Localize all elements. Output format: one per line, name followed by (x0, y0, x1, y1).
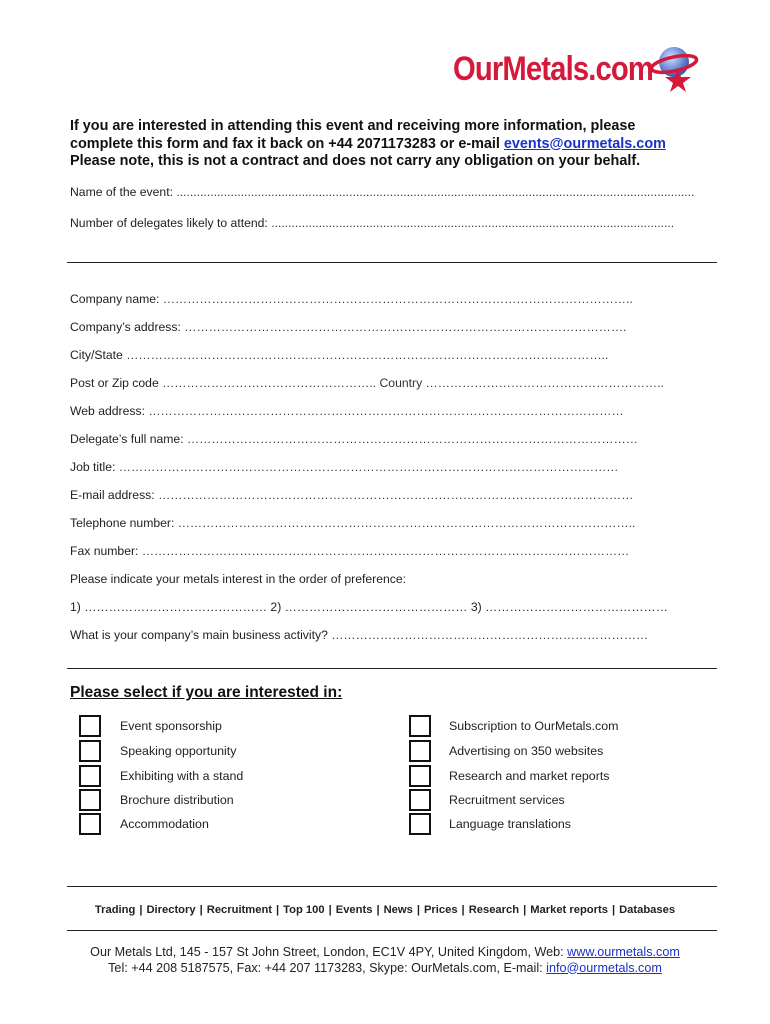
field-label: Number of delegates likely to attend: (70, 216, 272, 230)
option-label: Advertising on 350 websites (449, 744, 604, 758)
checkbox-accommodation[interactable] (79, 813, 101, 835)
company-name-field[interactable] (70, 292, 633, 306)
nav-link-events[interactable]: Events (335, 904, 373, 916)
divider (67, 668, 717, 669)
nav-separator: | (376, 904, 380, 916)
checkbox-language-translations[interactable] (409, 813, 431, 835)
checkbox[interactable] (79, 715, 101, 737)
metals-preference-field[interactable]: 1) ……………………………………… 2) ……………………………………… 3) ……………………………………… (70, 600, 668, 614)
field-dots: …………………………………………………………………… (331, 628, 649, 642)
nav-link-prices[interactable]: Prices (423, 904, 458, 916)
footer-nav (0, 904, 770, 916)
divider (67, 886, 717, 887)
option-label: Language translations (449, 817, 571, 831)
field-dots: ……………………………………………………………………………………………………….. (126, 348, 609, 362)
globe-with-star-icon (648, 42, 700, 94)
nav-separator: | (461, 904, 465, 916)
delegate-name-field[interactable] (70, 432, 638, 446)
checkbox[interactable] (79, 813, 101, 835)
checkbox-recruitment-services[interactable] (409, 789, 431, 811)
company-address-text: Our Metals Ltd, 145 - 157 St John Street, London, EC1V 4PY, United Kingdom, Web: (90, 945, 568, 959)
nav-separator: | (276, 904, 280, 916)
field-label: Post or Zip code (70, 376, 163, 390)
checkbox-research-reports[interactable] (409, 765, 431, 787)
option-label: Research and market reports (449, 769, 610, 783)
field-label: Telephone number: (70, 516, 178, 530)
field-dots: ………………………………………………………………………………………………….. (177, 516, 636, 530)
nav-separator: | (523, 904, 527, 916)
checkbox[interactable] (409, 740, 431, 762)
field-label: Delegate’s full name: (70, 432, 187, 446)
option-label: Accommodation (120, 817, 209, 831)
field-label: Web address: (70, 404, 149, 418)
field-label: City/State (70, 348, 127, 362)
field-label: Company name: (70, 292, 163, 306)
zip-country-field[interactable] (70, 376, 664, 390)
telephone-field[interactable] (70, 516, 635, 530)
nav-link-market-reports[interactable]: Market reports (530, 904, 608, 916)
brand-logo (453, 52, 686, 86)
nav-link-recruitment[interactable]: Recruitment (206, 904, 273, 916)
nav-link-research[interactable]: Research (468, 904, 520, 916)
field-label: Job title: (70, 460, 119, 474)
info-email-link[interactable]: info@ourmetals.com (546, 960, 662, 975)
checkbox-advertising[interactable] (409, 740, 431, 762)
interest-section-title: Please select if you are interested in: (70, 684, 343, 701)
nav-separator: | (139, 904, 143, 916)
nav-separator: | (416, 904, 420, 916)
nav-link-trading[interactable]: Trading (94, 904, 136, 916)
nav-separator: | (611, 904, 616, 916)
business-activity-field[interactable] (70, 628, 648, 642)
metals-prompt: Please indicate your metals interest in the order of preference: (70, 572, 407, 586)
field-dots: ......................................................................................................................................................... (176, 185, 695, 199)
checkbox[interactable] (409, 789, 431, 811)
divider (67, 262, 717, 263)
option-label: Exhibiting with a stand (120, 769, 244, 783)
field-label: Company’s address: (70, 320, 185, 334)
field-dots: ………………………………………………………………………………………………. (184, 320, 627, 334)
checkbox[interactable] (79, 765, 101, 787)
city-state-field[interactable] (70, 348, 608, 362)
footer-line-2 (0, 961, 770, 977)
company-address-field[interactable] (70, 320, 626, 334)
checkbox[interactable] (79, 789, 101, 811)
nav-link-databases[interactable]: Databases (619, 904, 676, 916)
nav-link-directory[interactable]: Directory (146, 904, 196, 916)
field-dots: ……………………………………………………………………………………………………… (158, 488, 634, 502)
fax-field[interactable] (70, 544, 629, 558)
checkbox-brochure-distribution[interactable] (79, 789, 101, 811)
field-label: Name of the event: (70, 185, 177, 199)
field-label: Fax number: (70, 544, 142, 558)
field-dots: ....................................................................................................................... (271, 216, 675, 230)
intro-fax-text: complete this form and fax it back on +44 2071173283 or e-mail (70, 135, 504, 152)
events-email-link[interactable]: events@ourmetals.com (503, 135, 666, 152)
checkbox-exhibiting-stand[interactable] (79, 765, 101, 787)
event-name-field[interactable] (70, 185, 694, 199)
intro-line-3: Please note, this is not a contract and does not carry any obligation on your behalf. (70, 153, 641, 169)
field-dots: ………………………………………………………………………………………………………… (141, 544, 630, 558)
nav-link-top-100[interactable]: Top 100 (283, 904, 325, 916)
checkbox[interactable] (409, 715, 431, 737)
job-title-field[interactable] (70, 460, 618, 474)
option-label: Event sponsorship (120, 719, 222, 733)
email-address-field[interactable] (70, 488, 633, 502)
option-label: Recruitment services (449, 793, 565, 807)
nav-link-news[interactable]: News (383, 904, 413, 916)
checkbox[interactable] (409, 765, 431, 787)
divider (67, 930, 717, 931)
field-dots: …………………………………………….. Country ………………………………………………….. (162, 376, 664, 390)
nav-separator: | (328, 904, 332, 916)
option-label: Speaking opportunity (120, 744, 237, 758)
checkbox[interactable] (409, 813, 431, 835)
field-dots: …………………………………………………………………………………………………………… (118, 460, 619, 474)
web-address-field[interactable] (70, 404, 624, 418)
field-dots: …………………………………………………………………………………………………….. (162, 292, 633, 306)
intro-line-2 (70, 136, 730, 154)
option-label: Subscription to OurMetals.com (449, 719, 619, 733)
checkbox[interactable] (79, 740, 101, 762)
brand-name: OurMetals.com (453, 50, 654, 88)
option-label: Brochure distribution (120, 793, 234, 807)
checkbox-subscription[interactable] (409, 715, 431, 737)
checkbox-speaking-opportunity[interactable] (79, 740, 101, 762)
intro-text (70, 118, 730, 171)
delegates-count-field[interactable] (70, 216, 674, 230)
field-label: What is your company’s main business activity? (70, 628, 332, 642)
field-label: E-mail address: (70, 488, 159, 502)
contact-numbers-text: Tel: +44 208 5187575, Fax: +44 207 1173283, Skype: OurMetals.com, E-mail: (108, 960, 547, 975)
intro-line-1: If you are interested in attending this event and receiving more information, please (70, 118, 636, 134)
website-link[interactable]: www.ourmetals.com (567, 945, 680, 959)
checkbox-event-sponsorship[interactable] (79, 715, 101, 737)
nav-separator: | (199, 904, 203, 916)
field-dots: ……………………………………………………………………………………………………… (148, 404, 624, 418)
footer-line-1 (0, 945, 770, 961)
field-dots: ………………………………………………………………………………………………… (186, 432, 638, 446)
footer-address (0, 945, 770, 976)
